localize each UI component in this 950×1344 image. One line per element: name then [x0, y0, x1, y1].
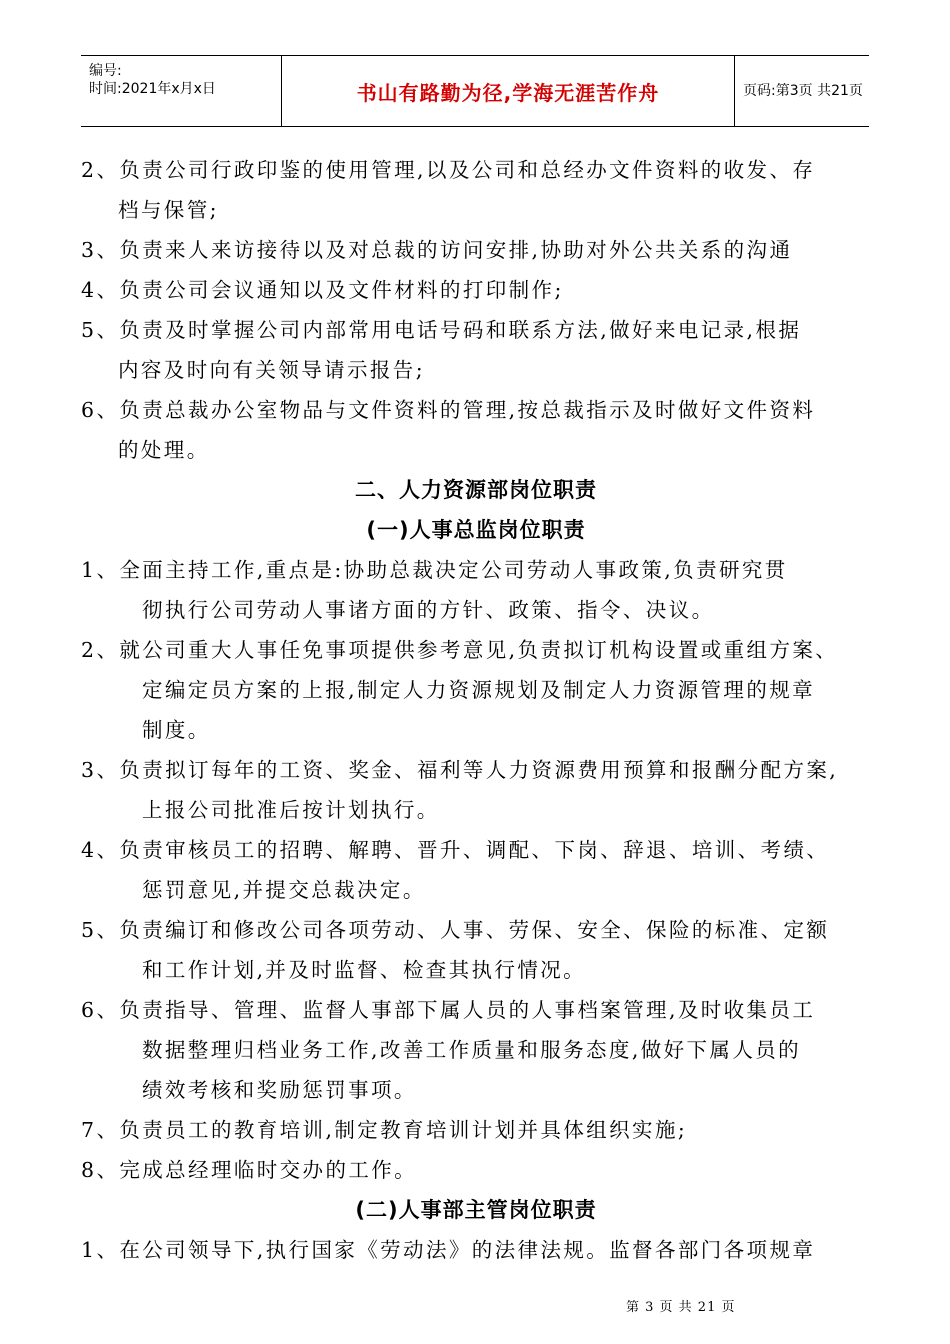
list-item-line: 6、负责指导、管理、监督人事部下属人员的人事档案管理,及时收集员工 [81, 998, 816, 1022]
list-item [81, 550, 871, 630]
list-item [81, 630, 871, 750]
list-item-line: 惩罚意见,并提交总裁决定。 [142, 878, 426, 902]
list-item-line: 4、负责审核员工的招聘、解聘、晋升、调配、下岗、辞退、培训、考绩、 [81, 838, 830, 862]
list-item-line: 1、在公司领导下,执行国家《劳动法》的法律法规。监督各部门各项规章 [81, 1238, 816, 1262]
list-item-line: 上报公司批准后按计划执行。 [142, 798, 440, 822]
list-item-line: 定编定员方案的上报,制定人力资源规划及制定人力资源管理的规章 [142, 678, 816, 702]
list-item [81, 750, 871, 830]
list-item-line: 5、负责编订和修改公司各项劳动、人事、劳保、安全、保险的标准、定额 [81, 918, 830, 942]
list-item-line: 内容及时向有关领导请示报告; [118, 358, 426, 382]
list-item-line: 彻执行公司劳动人事诸方面的方针、政策、指令、决议。 [142, 598, 715, 622]
list-item [81, 310, 871, 390]
motto-text: 书山有路勤为径,学海无涯苦作舟 [356, 80, 660, 105]
list-item-line: 和工作计划,并及时监督、检查其执行情况。 [142, 958, 587, 982]
list-item-line: 5、负责及时掌握公司内部常用电话号码和联系方法,做好来电记录,根据 [81, 318, 802, 342]
list-item [81, 1110, 871, 1150]
list-item [81, 270, 871, 310]
list-item [81, 830, 871, 910]
page-number-label: 页码:第3页 共21页 [743, 83, 863, 99]
list-item-line: 2、负责公司行政印鉴的使用管理,以及公司和总经办文件资料的收发、存 [81, 158, 816, 182]
list-item-line: 2、就公司重大人事任免事项提供参考意见,负责拟订机构设置或重组方案、 [81, 638, 839, 662]
list-item-line: 3、负责来人来访接待以及对总裁的访问安排,协助对外公共关系的沟通 [81, 238, 793, 262]
header-meta-cell [81, 56, 281, 126]
list-item [81, 150, 871, 230]
list-item [81, 390, 871, 470]
list-item-line: 8、完成总经理临时交办的工作。 [81, 1158, 418, 1182]
list-item-line: 3、负责拟订每年的工资、奖金、福利等人力资源费用预算和报酬分配方案, [81, 758, 839, 782]
header-motto-cell [281, 56, 735, 126]
list-item [81, 910, 871, 990]
list-item-line: 1、全面主持工作,重点是:协助总裁决定公司劳动人事政策,负责研究贯 [81, 558, 788, 582]
list-item-line: 7、负责员工的教育培训,制定教育培训计划并具体组织实施; [81, 1118, 688, 1142]
list-item [81, 1230, 871, 1270]
list-item [81, 1150, 871, 1190]
list-item [81, 230, 871, 270]
subsection-heading: (二)人事部主管岗位职责 [355, 1198, 597, 1222]
section-heading: 二、人力资源部岗位职责 [355, 478, 597, 502]
list-item-line: 数据整理归档业务工作,改善工作质量和服务态度,做好下属人员的 [142, 1038, 802, 1062]
page-footer: 第 3 页 共 21 页 [626, 1300, 736, 1315]
list-item-line: 4、负责公司会议通知以及文件材料的打印制作; [81, 278, 564, 302]
page-header [81, 55, 869, 127]
document-number-label: 编号: [89, 63, 122, 79]
document-time-label: 时间:2021年x月x日 [89, 81, 216, 97]
list-item-line: 6、负责总裁办公室物品与文件资料的管理,按总裁指示及时做好文件资料 [81, 398, 816, 422]
list-item-line: 制度。 [142, 718, 211, 742]
list-item-line: 绩效考核和奖励惩罚事项。 [142, 1078, 417, 1102]
list-item-line: 的处理。 [118, 438, 210, 462]
subsection-heading: (一)人事总监岗位职责 [366, 518, 586, 542]
header-page-cell [733, 56, 869, 126]
list-item [81, 990, 871, 1110]
list-item-line: 档与保管; [118, 198, 219, 222]
